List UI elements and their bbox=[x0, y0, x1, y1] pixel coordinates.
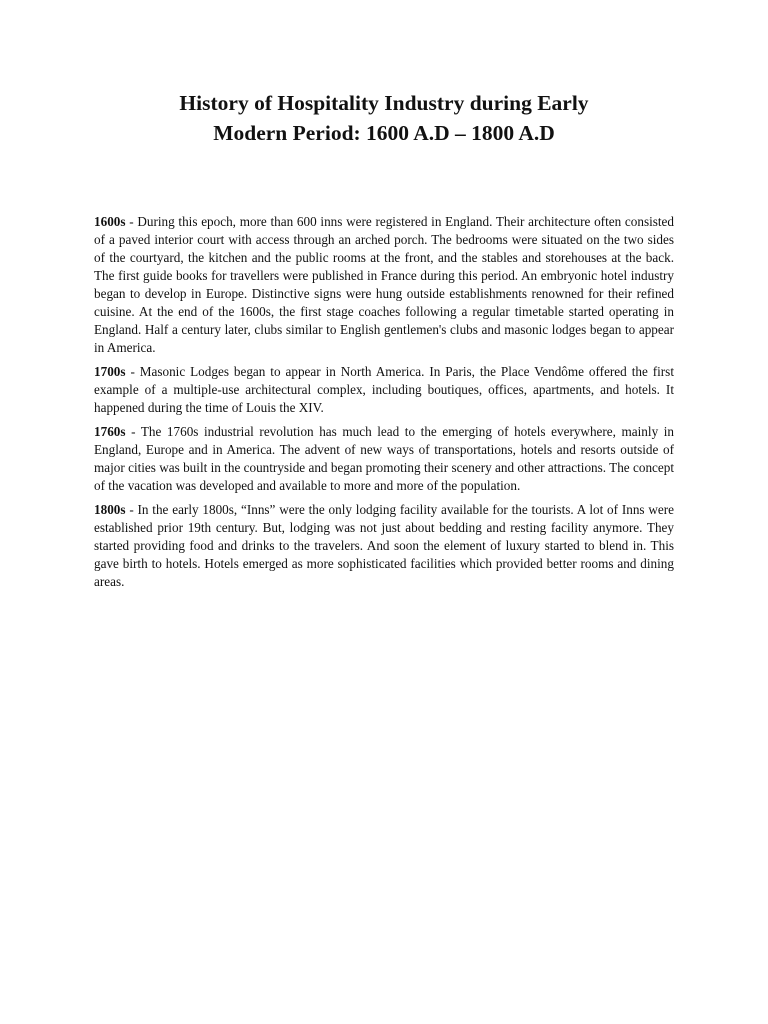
section-text: In the early 1800s, “Inns” were the only lodging facility available for the tourists. A lot of Inns were established prior 19th century. But, lodging was not just about bedding and resting facility anymore. They started providing food and drinks to the travelers. And soon the element of luxury started to blend in. This gave birth to hotels. Hotels emerged as more sophisticated facilities which provided better rooms and dining areas. bbox=[94, 502, 674, 589]
era-separator: - bbox=[125, 364, 140, 379]
section-text: The 1760s industrial revolution has much lead to the emerging of hotels everywhere, mainly in England, Europe and in America. The advent of new ways of transportations, hotels and resorts outside of major cities was built in the countryside and began promoting their scenery and other attractions. The concept of the vacation was developed and available to more and more of the population. bbox=[94, 424, 675, 493]
page-title bbox=[94, 88, 674, 148]
era-label: 1700s bbox=[94, 364, 126, 379]
era-label: 1800s bbox=[94, 502, 126, 517]
era-label: 1600s bbox=[94, 214, 126, 229]
title-line-2: Modern Period: 1600 A.D – 1800 A.D bbox=[213, 121, 555, 145]
section-text: Masonic Lodges began to appear in North America. In Paris, the Place Vendôme offered the first example of a multiple-use architectural complex, including boutiques, offices, apartments, and hotels. It happened during the time of Louis the XIV. bbox=[94, 364, 674, 415]
era-separator: - bbox=[125, 214, 138, 229]
section-1600s bbox=[94, 213, 674, 357]
era-separator: - bbox=[125, 502, 138, 517]
section-text: During this epoch, more than 600 inns were registered in England. Their architecture often consisted of a paved interior court with access through an arched porch. The bedrooms were situated on the two sides of the courtyard, the kitchen and the public rooms at the front, and the stables and storehouses at the back. The first guide books for travellers were published in France during this period. An embryonic hotel industry began to develop in Europe. Distinctive signs were hung outside establishments renowned for their refined cuisine. At the end of the 1600s, the first stage coaches following a regular timetable started operating in England. Half a century later, clubs similar to English gentlemen's clubs and masonic lodges began to appear in America. bbox=[94, 214, 674, 355]
era-separator: - bbox=[125, 424, 141, 439]
section-1760s bbox=[94, 423, 674, 495]
section-1800s bbox=[94, 501, 674, 591]
document-body bbox=[94, 213, 674, 597]
section-1700s bbox=[94, 363, 674, 417]
title-line-1: History of Hospitality Industry during Early bbox=[179, 91, 589, 115]
era-label: 1760s bbox=[94, 424, 126, 439]
